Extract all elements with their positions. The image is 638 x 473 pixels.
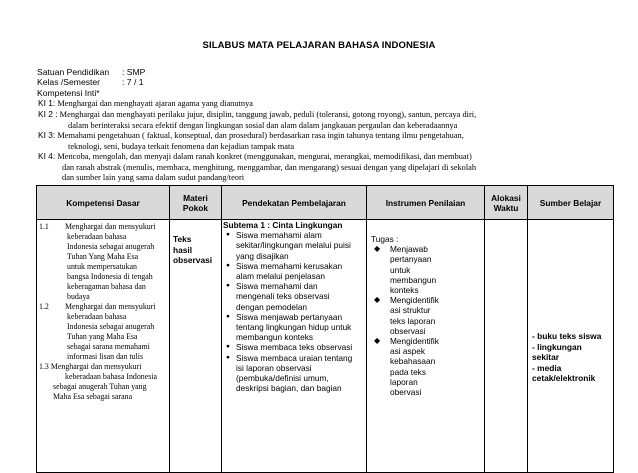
ki-label: KI 3: [38, 130, 56, 140]
materi-line: observasi [173, 255, 213, 265]
ki-2 [38, 109, 613, 131]
ki-text: Memahami pengetahuan ( faktual, konseptual, dan prosedural) berdasarkan rasa ingin tahunya tentang ilmu pengetahuan, [57, 131, 464, 140]
pendekatan-item: ● Siswa memahami alam sekitar/lingkungan melalui puisi yang disajikan [222, 230, 364, 261]
satuan-pendidikan-row [37, 67, 145, 77]
pendekatan-item: ● Siswa membaca uraian tentang isi laporan observasi (pembuka/definisi umum, deskripsi bagian, dan bagian [222, 353, 364, 394]
instrumen-penilaian-cell [367, 220, 485, 473]
sumber-line: sekitar [532, 352, 560, 362]
ki-text-continued: dan ranah abstrak (menulis, membaca, menghitung, menggambar, dan mengarang) sesuai dengan yang dipelajari di sekolah [62, 162, 477, 172]
ki-3 [38, 130, 613, 152]
subtema-heading: Subtema 1 : Cinta Lingkungan [223, 220, 343, 230]
instrumen-item: ◆ Mengidentifik asi struktur teks laporan observasi [371, 295, 484, 336]
ki-label: KI 1: [38, 98, 56, 108]
ki-label: KI 4: [38, 151, 56, 161]
materi-line: Teks [173, 234, 192, 244]
header-materi-pokok: Materi Pokok [170, 186, 222, 220]
satuan-pendidikan-label: Satuan Pendidikan [37, 67, 110, 77]
kelas-semester-label: Kelas /Semester [37, 77, 101, 87]
kd-item: 1.1 Menghargai dan mensyukuri keberadaan bahasa Indonesia sebagai anugerah Tuhan Yang Maha Esa untuk mempersatukan bangsa Indonesia di tengah keberagaman bahasa dan budaya [39, 222, 156, 301]
header-kompetensi-dasar: Kompetensi Dasar [37, 186, 170, 220]
header-alokasi-waktu: Alokasi Waktu [485, 186, 528, 220]
ki-1 [38, 98, 613, 110]
tugas-heading: Tugas : [371, 234, 399, 244]
materi-pokok-cell [170, 220, 222, 473]
ki-text: Mencoba, mengolah, dan menyaji dalam ranah konkret (menggunakan, mengurai, merangkai, memodifikasi, dan membuat) [57, 152, 472, 161]
pendekatan-item: ● Siswa memahami kerusakan alam melalui penjelasan [222, 261, 364, 281]
pendekatan-pembelajaran-cell [222, 220, 367, 473]
table-header-row [37, 186, 614, 220]
pendekatan-item: ● Siswa membaca teks observasi [222, 342, 364, 352]
kelas-semester-row [37, 77, 144, 87]
kd-item: 1.3 Menghargai dan mensyukuri keberadaan bahasa Indonesia sebagai anugerah Tuhan yang Maha Esa sebagai sarana [39, 362, 158, 401]
pendekatan-item: ● Siswa menjawab pertanyaan tentang lingkungan hidup untuk membangun konteks [222, 312, 364, 343]
instrumen-item: ◆ Menjawab pertanyaan untuk membangun konteks [371, 244, 484, 295]
sumber-line: - media [532, 362, 562, 373]
syllabus-table [36, 185, 614, 473]
materi-line: hasil [173, 244, 193, 255]
kompetensi-dasar-cell [37, 220, 170, 473]
kelas-semester-value: : 7 / 1 [122, 77, 144, 87]
sumber-line: cetak/elektronik [532, 373, 596, 383]
ki-text: Menghargai dan menghayati ajaran agama yang dianutnya [57, 99, 253, 108]
ki-text-continued: teknologi, seni, budaya terkait fenomena dan kejadian tampak mata [68, 141, 295, 151]
sumber-belajar-cell [528, 220, 614, 473]
ki-text: Menghargai dan menghayati perilaku jujur, disiplin, tanggung jawab, peduli (toleransi, gotong royong), santun, percaya diri, [59, 110, 477, 119]
sumber-line: - buku teks siswa [532, 331, 602, 341]
alokasi-waktu-cell [485, 220, 528, 473]
ki-4 [38, 151, 613, 184]
header-pendekatan-pembelajaran: Pendekatan Pembelajaran [222, 186, 367, 220]
ki-text-continued: dan sumber lain yang sama dalam sudut pandang/teori [62, 173, 245, 183]
instrumen-item: ◆ Mengidentifik asi aspek kebahasaan pada teks laporan obervasi [371, 336, 484, 397]
ki-label: KI 2 : [38, 109, 58, 119]
page-title: SILABUS MATA PELAJARAN BAHASA INDONESIA [202, 40, 436, 51]
header-instrumen-penilaian: Instrumen Penilaian [367, 186, 485, 220]
kompetensi-inti-label: Kompetensi Inti* [37, 88, 100, 98]
satuan-pendidikan-value: : SMP [122, 67, 146, 77]
pendekatan-item: ● Siswa memahami dan mengenali teks observasi dengan pemodelan [222, 281, 364, 312]
ki-text-continued: dalam berinteraksi secara efektif dengan lingkungan sosial dan alam dalam jangkauan pergaulan dan keberadaannya [68, 120, 458, 130]
header-sumber-belajar: Sumber Belajar [528, 186, 614, 220]
kd-item: 1.2 Menghargai dan mensyukuri keberadaan bahasa Indonesia sebagai anugerah Tuhan yang Maha Esa sebagai sarana memahami informasi lisan dan tulis [39, 302, 156, 361]
table-row [37, 220, 614, 473]
sumber-line: - lingkungan [532, 341, 582, 352]
